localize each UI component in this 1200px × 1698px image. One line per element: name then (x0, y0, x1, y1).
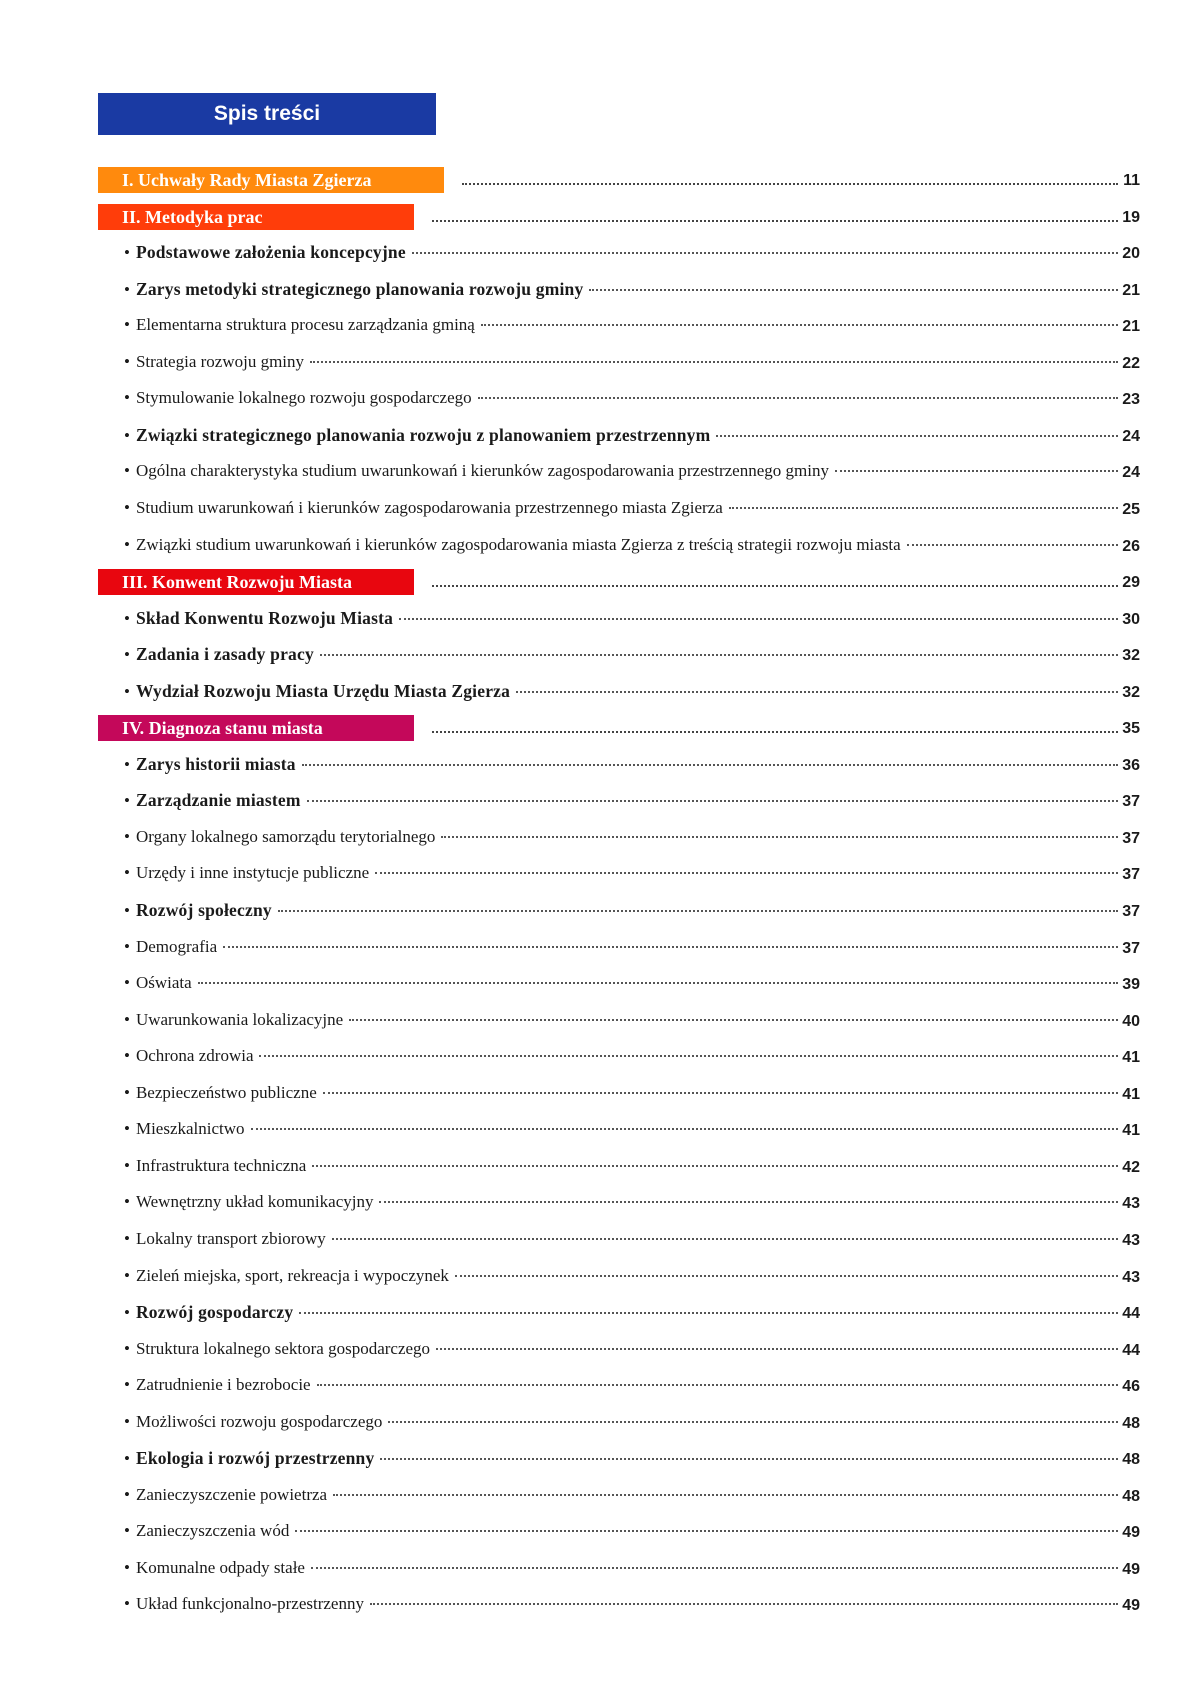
dot-leader (379, 1201, 1118, 1203)
toc-entry[interactable] (0, 1044, 1200, 1074)
page-number: 37 (1122, 903, 1140, 920)
toc-entry[interactable] (0, 935, 1200, 965)
page-number: 43 (1122, 1195, 1140, 1213)
toc-entry[interactable] (0, 1519, 1200, 1549)
toc-entry-label[interactable]: Studium uwarunkowań i kierunków zagospodarowania przestrzennego miasta Zgierza (135, 497, 723, 517)
toc-entry-label[interactable]: Zieleń miejska, sport, rekreacja i wypoczynek (135, 1265, 449, 1285)
toc-entry-label[interactable]: Zarządzanie miastem (135, 790, 301, 811)
page-number: 25 (1122, 500, 1140, 518)
toc-entry[interactable] (0, 1154, 1200, 1184)
page-number: 41 (1122, 1122, 1140, 1140)
bullet-icon: • (124, 681, 130, 701)
bullet-icon: • (124, 1338, 130, 1358)
bullet-icon: • (124, 1484, 130, 1504)
bullet-icon: • (124, 497, 130, 517)
toc-entry-text[interactable] (124, 1010, 1118, 1030)
toc-entry[interactable] (0, 423, 1200, 453)
toc-entry-label[interactable]: Urzędy i inne instytucje publiczne (135, 863, 370, 883)
toc-entry-label[interactable]: Możliwości rozwoju gospodarczego (135, 1411, 383, 1431)
toc-entry[interactable] (0, 386, 1200, 416)
dot-leader (251, 1128, 1118, 1130)
page-number: 44 (1122, 1305, 1140, 1323)
toc-entry-label[interactable]: Demografia (135, 936, 218, 956)
toc-entry[interactable] (0, 1556, 1200, 1586)
toc-entry[interactable] (0, 1483, 1200, 1513)
page-title: Spis treści (98, 93, 436, 135)
page-number: 29 (1122, 574, 1140, 592)
dot-leader (198, 982, 1118, 984)
bullet-icon: • (124, 1411, 130, 1431)
toc-entry[interactable] (0, 1190, 1200, 1220)
page-number: 24 (1122, 464, 1140, 482)
page-number: 11 (1123, 172, 1140, 189)
page-number: 48 (1122, 1451, 1140, 1469)
toc-entry[interactable] (0, 861, 1200, 891)
toc-entry-text[interactable] (124, 790, 1118, 811)
toc-entry-label[interactable]: Ogólna charakterystyka studium uwarunkowań i kierunków zagospodarowania przestrzennego gminy (135, 461, 829, 481)
page-number: 24 (1122, 427, 1140, 445)
dot-leader (481, 324, 1118, 326)
dot-leader (462, 183, 1118, 185)
bullet-icon: • (124, 1594, 130, 1614)
page-number: 37 (1122, 793, 1140, 811)
toc-entry-text[interactable] (124, 388, 1118, 408)
toc-entry-text[interactable] (124, 900, 1118, 921)
toc-entry-text[interactable] (124, 681, 1118, 702)
bullet-icon: • (124, 1228, 130, 1248)
toc-entry-text[interactable] (124, 315, 1118, 335)
dot-leader (375, 872, 1118, 874)
section-heading-row[interactable] (0, 569, 1200, 599)
toc-entry-text[interactable] (124, 242, 1118, 263)
toc-entry[interactable] (0, 459, 1200, 489)
page-number: 36 (1122, 756, 1140, 774)
toc-entry-text[interactable] (124, 1375, 1118, 1395)
page-number: 22 (1122, 354, 1140, 372)
dot-leader (399, 618, 1118, 620)
toc-entry-text[interactable] (124, 1339, 1118, 1359)
toc-entry-label[interactable]: Zatrudnienie i bezrobocie (135, 1375, 311, 1395)
bullet-icon: • (124, 645, 130, 665)
toc-entry-text[interactable] (124, 644, 1118, 665)
toc-entry[interactable] (0, 240, 1200, 270)
toc-entry-label[interactable]: Lokalny transport zbiorowy (135, 1228, 326, 1248)
toc-entry-text[interactable] (124, 754, 1118, 775)
dot-leader (441, 836, 1118, 838)
page-number: 40 (1122, 1012, 1140, 1030)
toc-entry-text[interactable] (124, 1448, 1118, 1469)
page-number: 49 (1122, 1560, 1140, 1578)
toc-entry-label[interactable]: Zadania i zasady pracy (135, 644, 314, 665)
dot-leader (320, 654, 1118, 656)
page-number: 49 (1122, 1524, 1140, 1542)
dot-leader (589, 289, 1118, 291)
dot-leader (332, 1238, 1118, 1240)
dot-leader (323, 1092, 1118, 1094)
toc-entry-label[interactable]: Zanieczyszczenia wód (135, 1521, 290, 1541)
bullet-icon: • (124, 534, 130, 554)
toc-entry-label[interactable]: Komunalne odpady stałe (135, 1557, 305, 1577)
toc-entry-label[interactable]: Zarys historii miasta (135, 753, 296, 774)
toc-entry-text[interactable] (124, 498, 1118, 518)
dot-leader (349, 1019, 1118, 1021)
toc-entry-text[interactable] (124, 608, 1118, 629)
dot-leader (302, 764, 1118, 766)
dot-leader (835, 470, 1118, 472)
bullet-icon: • (124, 1046, 130, 1066)
bullet-icon: • (124, 754, 130, 774)
bullet-icon: • (124, 279, 130, 299)
toc-entry-label[interactable]: Ekologia i rozwój przestrzenny (135, 1448, 375, 1469)
toc-entry-text[interactable] (124, 1412, 1118, 1432)
page-number: 49 (1122, 1597, 1140, 1615)
dot-leader (278, 910, 1118, 912)
toc-entry-label[interactable]: Związki studium uwarunkowań i kierunków zagospodarowania miasta Zgierza z treścią strategii rozwoju miasta (135, 534, 901, 554)
bullet-icon: • (124, 1155, 130, 1175)
bullet-icon: • (124, 388, 130, 408)
bullet-icon: • (124, 1449, 130, 1469)
dot-leader (223, 946, 1118, 948)
bullet-icon: • (124, 351, 130, 371)
section-heading[interactable]: II. Metodyka prac (98, 204, 414, 230)
bullet-icon: • (124, 973, 130, 993)
dot-leader (436, 1348, 1118, 1350)
page-number: 37 (1122, 829, 1140, 847)
page-number: 39 (1122, 976, 1140, 994)
bullet-icon: • (124, 1082, 130, 1102)
section-heading-row[interactable] (0, 715, 1200, 745)
page-number: 42 (1122, 1158, 1140, 1176)
page-number: 43 (1122, 1268, 1140, 1286)
toc-entry-label[interactable]: Podstawowe założenia koncepcyjne (135, 242, 406, 263)
bullet-icon: • (124, 1303, 130, 1323)
toc-entry-text[interactable] (124, 973, 1118, 993)
page-number: 23 (1122, 391, 1140, 409)
toc-entry[interactable] (0, 642, 1200, 672)
toc-entry[interactable] (0, 752, 1200, 782)
dot-leader (295, 1530, 1118, 1532)
toc-entry[interactable] (0, 788, 1200, 818)
dot-leader (412, 252, 1118, 254)
toc-entry[interactable] (0, 1264, 1200, 1294)
dot-leader (907, 544, 1118, 546)
section-heading-row[interactable] (0, 204, 1200, 234)
dot-leader (716, 435, 1118, 437)
toc-entry-label[interactable]: Organy lokalnego samorządu terytorialnego (135, 826, 436, 846)
dot-leader (432, 731, 1118, 733)
toc-entry-text[interactable] (124, 1594, 1118, 1614)
toc-entry-text[interactable] (124, 1521, 1118, 1541)
toc-entry-text[interactable] (124, 1119, 1118, 1139)
bullet-icon: • (124, 1192, 130, 1212)
bullet-icon: • (124, 1009, 130, 1029)
bullet-icon: • (124, 425, 130, 445)
toc-entry-text[interactable] (124, 535, 1118, 555)
toc-entry-text[interactable] (124, 1229, 1118, 1249)
page-number: 21 (1122, 318, 1140, 336)
toc-entry[interactable] (0, 1227, 1200, 1257)
toc-entry[interactable] (0, 971, 1200, 1001)
dot-leader (307, 800, 1118, 802)
bullet-icon: • (124, 1265, 130, 1285)
toc-entry[interactable] (0, 1081, 1200, 1111)
toc-entry-label[interactable]: Wewnętrzny układ komunikacyjny (135, 1192, 374, 1212)
page-number: 41 (1122, 1085, 1140, 1103)
toc-entry-text[interactable] (124, 937, 1118, 957)
toc-entry-label[interactable]: Stymulowanie lokalnego rozwoju gospodarczego (135, 388, 472, 408)
toc-entry-text[interactable] (124, 1046, 1118, 1066)
page-number: 43 (1122, 1231, 1140, 1249)
bullet-icon: • (124, 936, 130, 956)
dot-leader (432, 585, 1118, 587)
page-number: 48 (1122, 1487, 1140, 1505)
toc-entry[interactable] (0, 825, 1200, 855)
toc-entry-label[interactable]: Oświata (135, 973, 192, 993)
toc-entry[interactable] (0, 898, 1200, 928)
dot-leader (317, 1384, 1118, 1386)
page-number: 46 (1122, 1378, 1140, 1396)
toc-entry[interactable] (0, 350, 1200, 380)
bullet-icon: • (124, 315, 130, 335)
page-number: 37 (1122, 866, 1140, 884)
page-number: 44 (1122, 1341, 1140, 1359)
page-number: 20 (1122, 245, 1140, 263)
toc-entry-label[interactable]: Rozwój społeczny (135, 900, 272, 920)
toc-entry-text[interactable] (124, 863, 1118, 883)
toc-entry[interactable] (0, 533, 1200, 563)
section-heading-row[interactable] (0, 167, 1200, 197)
bullet-icon: • (124, 243, 130, 263)
toc-entry[interactable] (0, 1373, 1200, 1403)
toc-entry[interactable] (0, 1446, 1200, 1476)
toc-entry-text[interactable] (124, 352, 1118, 372)
bullet-icon: • (124, 1119, 130, 1139)
toc-entry-label[interactable]: Związki strategicznego planowania rozwoju z planowaniem przestrzennym (135, 424, 711, 445)
section-heading[interactable]: III. Konwent Rozwoju Miasta (98, 569, 414, 595)
toc-entry-label[interactable]: Zanieczyszczenie powietrza (135, 1484, 328, 1504)
page-number: 35 (1122, 720, 1140, 738)
toc-entry-text[interactable] (124, 1266, 1118, 1286)
toc-entry[interactable] (0, 277, 1200, 307)
dot-leader (333, 1494, 1118, 1496)
toc-entry[interactable] (0, 606, 1200, 636)
dot-leader (259, 1055, 1118, 1057)
toc-entry[interactable] (0, 1592, 1200, 1622)
toc-entry-label[interactable]: Ochrona zdrowia (135, 1046, 254, 1066)
toc-entry-label[interactable]: Układ funkcjonalno-przestrzenny (135, 1594, 364, 1614)
dot-leader (312, 1165, 1118, 1167)
section-heading[interactable]: IV. Diagnoza stanu miasta (98, 715, 414, 741)
toc-entry-text[interactable] (124, 1558, 1118, 1578)
dot-leader (310, 361, 1118, 363)
toc-entry-text[interactable] (124, 279, 1118, 300)
dot-leader (455, 1275, 1118, 1277)
bullet-icon: • (124, 901, 130, 920)
toc-entry-label[interactable]: Struktura lokalnego sektora gospodarczego (135, 1338, 431, 1358)
page-number: 48 (1122, 1414, 1140, 1432)
toc-entry[interactable] (0, 1008, 1200, 1038)
bullet-icon: • (124, 863, 130, 883)
toc-entry-label[interactable]: Strategia rozwoju gminy (135, 351, 305, 371)
toc-entry-text[interactable] (124, 1302, 1118, 1323)
dot-leader (432, 220, 1118, 222)
dot-leader (311, 1567, 1118, 1569)
toc-entry-text[interactable] (124, 1156, 1118, 1176)
page-number: 21 (1122, 281, 1140, 299)
bullet-icon: • (124, 826, 130, 846)
dot-leader (380, 1458, 1118, 1460)
toc-entry-label[interactable]: Bezpieczeństwo publiczne (135, 1082, 317, 1102)
toc-entry[interactable] (0, 1337, 1200, 1367)
page-number: 32 (1122, 683, 1140, 701)
toc-entry-label[interactable]: Mieszkalnictwo (135, 1119, 245, 1139)
page-number: 19 (1122, 208, 1140, 226)
toc-entry-text[interactable] (124, 1192, 1118, 1212)
toc-entry-label[interactable]: Zarys metodyki strategicznego planowania rozwoju gminy (135, 278, 584, 299)
bullet-icon: • (124, 1521, 130, 1541)
toc-entry-text[interactable] (124, 461, 1118, 481)
toc-entry[interactable] (0, 1410, 1200, 1440)
dot-leader (478, 397, 1118, 399)
toc-entry-label[interactable]: Skład Konwentu Rozwoju Miasta (135, 607, 394, 628)
toc-entry[interactable] (0, 1117, 1200, 1147)
page-number: 41 (1122, 1049, 1140, 1067)
toc-entry-label[interactable]: Uwarunkowania lokalizacyjne (135, 1009, 344, 1029)
toc-entry[interactable] (0, 679, 1200, 709)
dot-leader (388, 1421, 1118, 1423)
page-number: 26 (1122, 537, 1140, 555)
bullet-icon: • (124, 1557, 130, 1577)
toc-entry[interactable] (0, 1300, 1200, 1330)
toc-entry[interactable] (0, 496, 1200, 526)
page-number: 32 (1122, 647, 1140, 665)
bullet-icon: • (124, 461, 130, 481)
toc-entry-text[interactable] (124, 1485, 1118, 1505)
toc-entry-label[interactable]: Rozwój gospodarczy (135, 1302, 294, 1323)
bullet-icon: • (124, 1375, 130, 1395)
section-heading[interactable]: I. Uchwały Rady Miasta Zgierza (98, 167, 444, 193)
dot-leader (370, 1603, 1118, 1605)
dot-leader (516, 691, 1118, 693)
dot-leader (299, 1312, 1118, 1314)
bullet-icon: • (124, 791, 130, 811)
page-number: 37 (1122, 939, 1140, 957)
toc-entry-label[interactable]: Wydział Rozwoju Miasta Urzędu Miasta Zgierza (135, 680, 511, 701)
bullet-icon: • (124, 608, 130, 628)
page-number: 30 (1122, 610, 1140, 628)
toc-entry-text[interactable] (124, 425, 1118, 446)
toc-entry[interactable] (0, 313, 1200, 343)
toc-entry-label[interactable]: Infrastruktura techniczna (135, 1155, 307, 1175)
dot-leader (729, 507, 1118, 509)
toc-entry-text[interactable] (124, 1083, 1118, 1103)
toc-entry-label[interactable]: Elementarna struktura procesu zarządzania gminą (135, 315, 475, 335)
toc-entry-text[interactable] (124, 827, 1118, 847)
